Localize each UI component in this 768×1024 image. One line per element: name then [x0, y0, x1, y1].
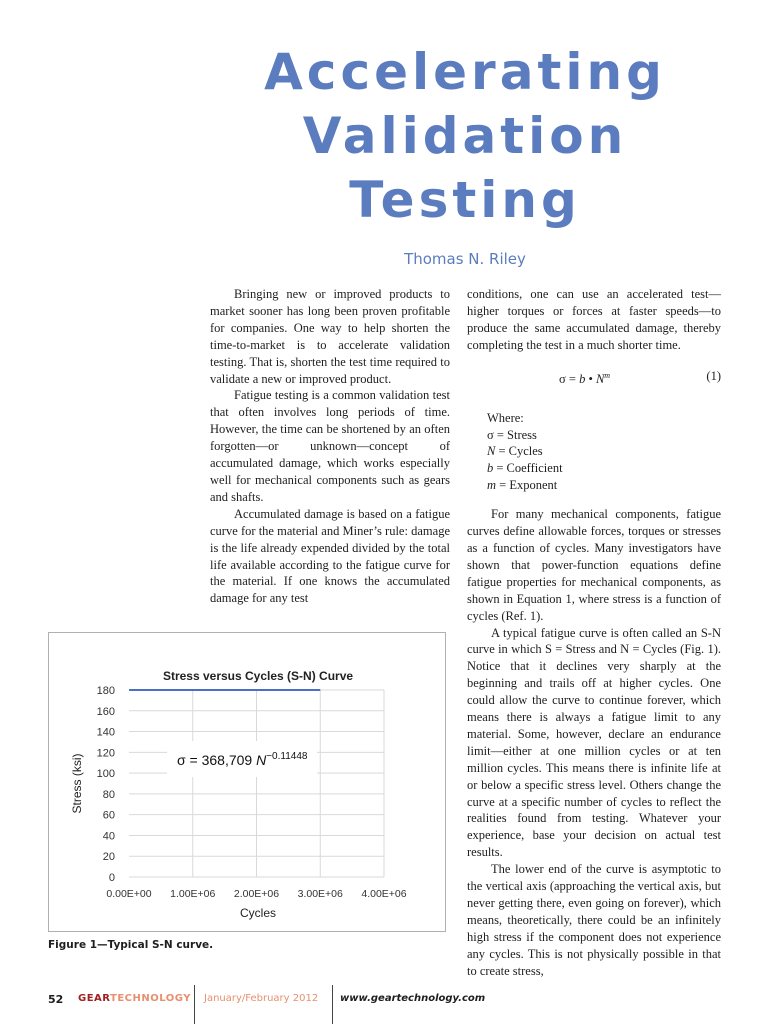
chart-equation-label: σ = 368,709 $N^{-0.11448}$	[177, 751, 308, 768]
footer-divider	[332, 985, 333, 1024]
article-title	[230, 40, 700, 232]
equation-dot: •	[585, 371, 596, 386]
page-footer	[0, 985, 768, 1024]
y-tick-label: 100	[96, 768, 115, 781]
issue-date: January/February 2012	[204, 993, 319, 1004]
paragraph: Bringing new or improved products to market sooner has long been proven profitable for companies. One way to help shorten the time-to-market is to accelerate validation testing. That is, shorten the test time required to validate a new or improved product.	[210, 287, 450, 386]
definition-text: = Exponent	[496, 478, 558, 493]
x-tick-label: 2.00E+06	[233, 888, 280, 900]
variable-definitions	[467, 410, 721, 495]
equation-1	[467, 368, 721, 398]
website-link[interactable]: www.geartechnology.com	[340, 993, 486, 1004]
paragraph: The lower end of the curve is asymptotic to the vertical axis (approaching the vertical axis, but never getting there, even going on forever), which means, theoretically, there could be an infinitely high stress if the component does not experience any cycles. This is not physically possible in that to create stress,	[467, 862, 721, 978]
publication-logo	[78, 993, 191, 1004]
x-tick-label: 0.00E+00	[106, 888, 152, 900]
x-tick-label: 3.00E+06	[297, 888, 343, 900]
definition-symbol: b	[487, 461, 494, 476]
logo-gear: GEAR	[78, 993, 111, 1004]
definition-text: = Stress	[493, 427, 537, 442]
title-line: Validation	[302, 107, 628, 165]
definition-item	[467, 427, 721, 444]
x-axis-label: Cycles	[239, 906, 277, 920]
figure-1	[48, 632, 446, 932]
definition-item	[467, 460, 721, 477]
sn-curve-chart	[49, 633, 447, 933]
definition-symbol: m	[487, 478, 497, 493]
y-tick-label: 120	[96, 747, 115, 760]
y-tick-label: 40	[102, 830, 115, 843]
right-column	[467, 286, 721, 980]
definition-text: = Coefficient	[493, 461, 563, 476]
x-tick-label: 4.00E+06	[361, 888, 407, 900]
paragraph: conditions, one can use an accelerated test—higher torques or forces at faster speeds—to produce the same accumulated damage, thereby completing the test in a much shorter time.	[467, 287, 721, 352]
left-column	[210, 286, 450, 607]
paragraph: Accumulated damage is based on a fatigue curve for the material and Miner’s rule: damage is the life already expended divided by the total life available according to the fatigue curve for the material. If one knows the accumulated damage for any test	[210, 506, 450, 606]
definition-symbol: σ	[487, 427, 494, 442]
y-tick-label: 60	[102, 809, 115, 822]
paragraph: For many mechanical components, fatigue curves define allowable forces, torques or stresses as a function of cycles. Many investigators have shown that power-function equations define fatigue properties for mechanical components, as shown in Equation 1, where stress is a function of cycles (Ref. 1).	[467, 507, 721, 623]
y-tick-label: 180	[96, 685, 115, 697]
logo-technology: TECHNOLOGY	[110, 993, 192, 1004]
figure-caption: Figure 1—Typical S-N curve.	[48, 939, 214, 951]
equation-number: (1)	[706, 368, 721, 383]
title-line: Accelerating	[264, 43, 666, 101]
where-label: Where:	[487, 410, 524, 425]
equation-exponent: m	[604, 370, 611, 380]
author-byline: Thomas N. Riley	[404, 250, 526, 268]
equation-sigma: σ	[559, 371, 566, 386]
definition-symbol: N	[487, 444, 496, 459]
equation-b: b	[579, 371, 586, 386]
footer-divider	[194, 985, 195, 1024]
y-tick-label: 80	[102, 788, 115, 801]
definition-item	[467, 443, 721, 460]
equation-equals: =	[565, 371, 580, 386]
y-tick-label: 20	[102, 851, 115, 864]
definition-text: = Cycles	[495, 444, 543, 459]
paragraph: A typical fatigue curve is often called an S-N curve in which S = Stress and N = Cycles (Fig. 1). Notice that it declines very sharply at the beginning and trails off at higher cycles. One could allow the curve to continue forever, which means there is always a fatigue limit to any material. Some, however, declare an endurance limit—either at one million cycles or at ten million cycles. This means there is infinite life at or below a specific stress level. Others change the curve at a specific number of cycles to reflect the realities found from testing. Whatever your experience, base your decision on actual test results.	[467, 625, 721, 860]
paragraph: Fatigue testing is a common validation test that often involves long periods of time. However, the time can be shortened by an often forgotten—or unknown—concept of accumulated damage, which works especially well for mechanical components such as gears and shafts.	[210, 388, 450, 504]
page-number: 52	[48, 993, 64, 1006]
chart-title: Stress versus Cycles (S-N) Curve	[162, 669, 354, 683]
equation-formula	[559, 368, 610, 388]
y-tick-label: 0	[108, 872, 115, 884]
equation-n: N	[595, 371, 605, 386]
y-axis-label: Stress (ksi)	[70, 753, 84, 814]
x-tick-label: 1.00E+06	[170, 888, 216, 900]
definition-item	[467, 477, 721, 494]
y-tick-label: 160	[96, 705, 115, 718]
y-tick-label: 140	[96, 726, 115, 739]
title-line: Testing	[349, 171, 581, 229]
